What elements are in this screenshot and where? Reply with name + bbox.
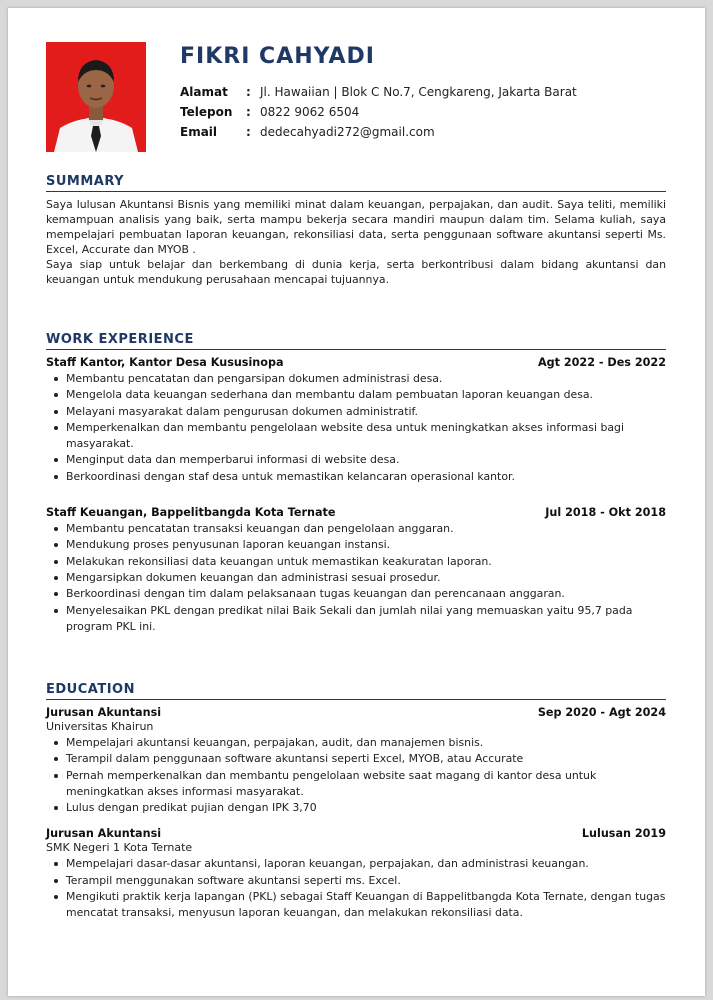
address-value: Jl. Hawaiian | Blok C No.7, Cengkareng, Jakarta Barat <box>260 85 577 99</box>
list-item: Menyelesaikan PKL dengan predikat nilai Baik Sekali dan jumlah nilai yang memuaskan yaitu 95,7 pada program PKL ini. <box>66 603 666 636</box>
address-label: Alamat <box>180 85 228 99</box>
education-header <box>46 705 666 720</box>
summary-paragraph-2: Saya siap untuk belajar dan berkembang di dunia kerja, serta berkontribusi dalam bidang akuntansi dan keuangan untuk mendukung perusahaan mencapai tujuannya. <box>46 258 666 286</box>
email-label: Email <box>180 125 218 139</box>
education-period: Lulusan 2019 <box>581 827 666 841</box>
job-duties <box>46 371 666 485</box>
education-period: Sep 2020 - Agt 2024 <box>537 706 666 719</box>
candidate-name: FIKRI CAHYADI <box>180 44 375 69</box>
summary-text <box>46 197 666 287</box>
list-item: Mengikuti praktik kerja lapangan (PKL) sebagai Staff Keuangan di Bappelitbangda Kota Ternate, dengan tugas mencatat transaksi, menyusun laporan keuangan, dan melakukan rekonsiliasi data. <box>66 889 666 922</box>
profile-photo <box>46 42 146 152</box>
education-heading: EDUCATION <box>46 682 666 700</box>
job-period: Jul 2018 - Okt 2018 <box>545 506 666 520</box>
list-item: Berkoordinasi dengan tim dalam pelaksanaan tugas keuangan dan perencanaan anggaran. <box>66 586 666 602</box>
job-header <box>46 505 666 520</box>
list-item: Pernah memperkenalkan dan membantu pengelolaan website saat magang di kantor desa untuk meningkatkan akses informasi masyarakat. <box>66 768 666 801</box>
job-duties <box>46 521 666 635</box>
person-portrait-icon <box>46 42 146 152</box>
email-colon: : <box>246 125 251 139</box>
job-period: Agt 2022 - Des 2022 <box>537 356 666 369</box>
list-item: Mempelajari akuntansi keuangan, perpajakan, audit, dan manajemen bisnis. <box>66 735 666 751</box>
job-entry <box>46 505 666 635</box>
job-header <box>46 355 666 370</box>
list-item: Memperkenalkan dan membantu pengelolaan website desa untuk meningkatkan akses informasi bagi masyarakat. <box>66 420 666 453</box>
list-item: Mendukung proses penyusunan laporan keuangan instansi. <box>66 537 666 553</box>
work-experience-section <box>46 332 666 635</box>
contact-phone-row <box>180 102 577 122</box>
list-item: Melayani masyarakat dalam pengurusan dokumen administratif. <box>66 404 666 420</box>
list-item: Terampil dalam penggunaan software akuntansi seperti Excel, MYOB, atau Accurate <box>66 751 666 767</box>
phone-colon: : <box>246 105 251 119</box>
list-item: Membantu pencatatan dan pengarsipan dokumen administrasi desa. <box>66 371 666 387</box>
job-role: Staff Kantor, Kantor Desa Kususinopa <box>46 356 284 369</box>
phone-label: Telepon <box>180 105 233 119</box>
education-major: Jurusan Akuntansi <box>46 706 162 719</box>
list-item: Menginput data dan memperbarui informasi di website desa. <box>66 452 666 468</box>
list-item: Mengelola data keuangan sederhana dan membantu dalam pembuatan laporan keuangan desa. <box>66 387 666 403</box>
education-major: Jurusan Akuntansi <box>46 827 162 841</box>
list-item: Melakukan rekonsiliasi data keuangan untuk memastikan keakuratan laporan. <box>66 554 666 570</box>
education-header <box>46 826 666 841</box>
phone-value: 0822 9062 6504 <box>260 105 360 119</box>
list-item: Mengarsipkan dokumen keuangan dan administrasi sesuai prosedur. <box>66 570 666 586</box>
email-value: dedecahyadi272@gmail.com <box>260 125 435 139</box>
resume-page <box>8 8 705 996</box>
education-school: SMK Negeri 1 Kota Ternate <box>46 841 193 855</box>
education-entry <box>46 826 666 921</box>
education-points <box>46 856 666 921</box>
education-section <box>46 682 666 922</box>
summary-section <box>46 174 666 287</box>
summary-heading: SUMMARY <box>46 174 666 192</box>
list-item: Mempelajari dasar-dasar akuntansi, laporan keuangan, perpajakan, dan administrasi keuangan. <box>66 856 666 872</box>
list-item: Membantu pencatatan transaksi keuangan dan pengelolaan anggaran. <box>66 521 666 537</box>
list-item: Berkoordinasi dengan staf desa untuk memastikan kelancaran operasional kantor. <box>66 469 666 485</box>
list-item: Lulus dengan predikat pujian dengan IPK 3,70 <box>66 800 666 816</box>
summary-paragraph-1: Saya lulusan Akuntansi Bisnis yang memiliki minat dalam keuangan, perpajakan, dan audit. Saya teliti, memiliki kemampuan analisis yang baik, serta mampu bekerja secara mandiri maupun dalam tim. Selama kuliah, saya mempelajari pembuatan laporan keuangan, rekonsiliasi data, serta penggunaan software akuntansi seperti Ms. Excel, Accurate dan MYOB . <box>46 198 666 256</box>
list-item: Terampil menggunakan software akuntansi seperti ms. Excel. <box>66 873 666 889</box>
education-points <box>46 735 666 816</box>
job-role: Staff Keuangan, Bappelitbangda Kota Ternate <box>46 506 336 520</box>
job-entry <box>46 355 666 485</box>
contact-email-row <box>180 122 577 142</box>
education-entry <box>46 705 666 816</box>
work-experience-heading: WORK EXPERIENCE <box>46 332 666 350</box>
contact-block <box>180 82 577 142</box>
contact-address-row <box>180 82 577 102</box>
address-colon: : <box>246 85 251 99</box>
education-school: Universitas Khairun <box>46 720 154 733</box>
